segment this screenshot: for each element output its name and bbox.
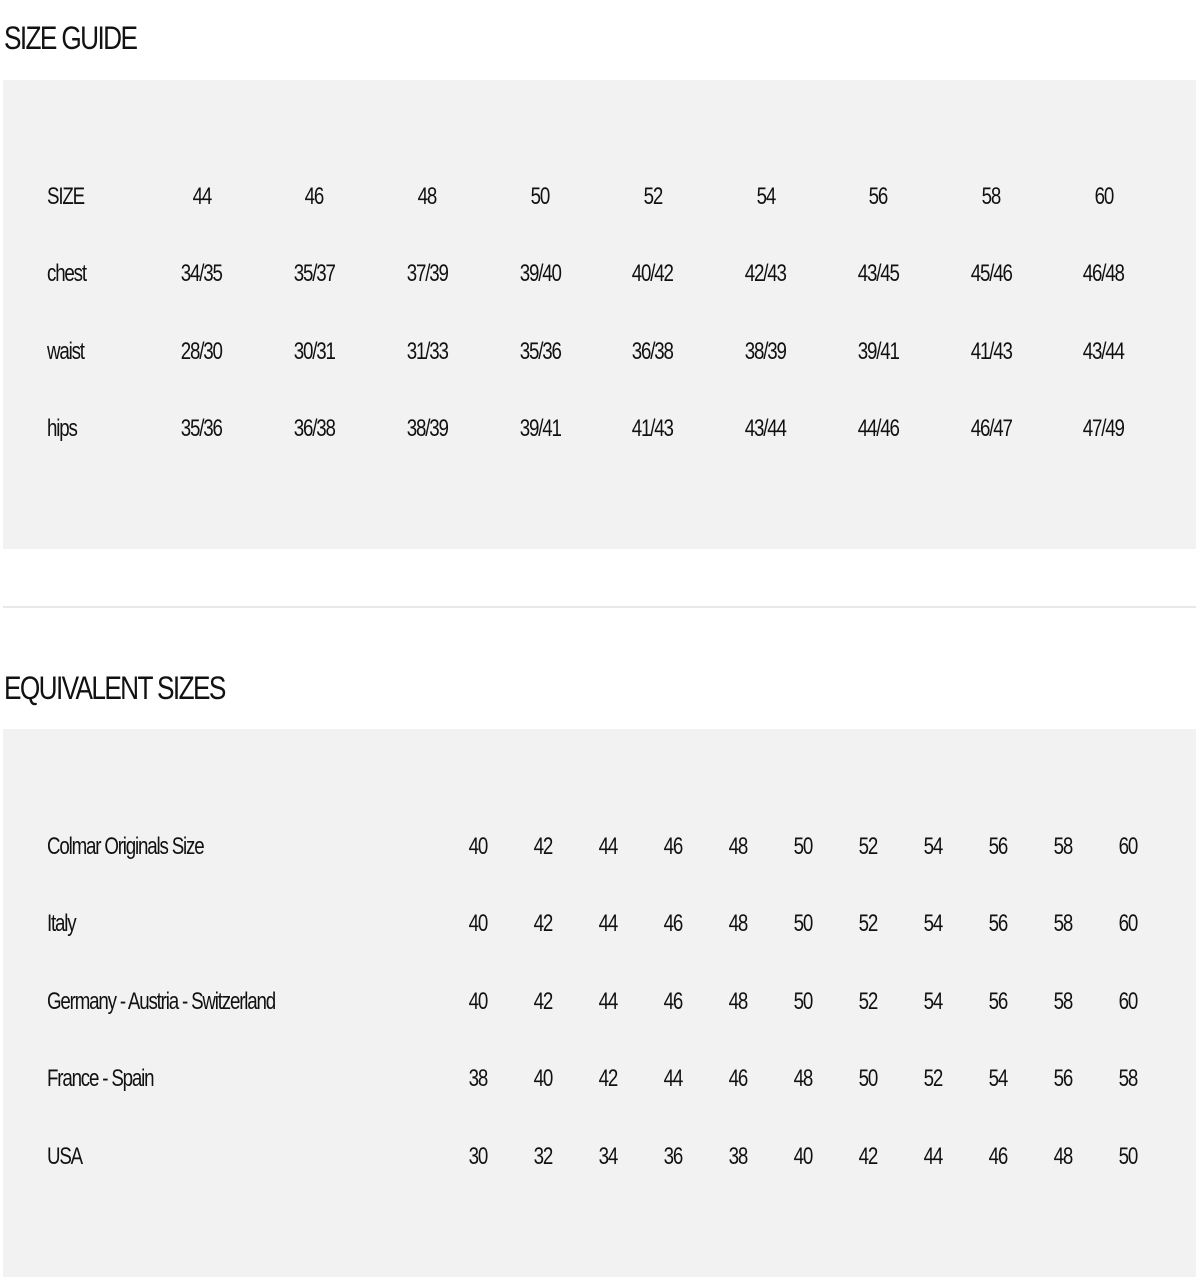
value-text: 54 (923, 832, 942, 860)
value-text: 50 (793, 987, 812, 1015)
value-cell (709, 236, 822, 314)
value-text: 46/47 (970, 415, 1012, 443)
value-text: 52 (923, 1065, 942, 1093)
value-cell (1030, 963, 1095, 1041)
equivalent-row (47, 886, 1160, 964)
value-text: 50 (530, 182, 550, 210)
value-cell (822, 391, 935, 469)
value-text: 30 (468, 1142, 487, 1170)
value-cell (770, 963, 835, 1041)
value-cell (835, 886, 900, 964)
value-cell (709, 391, 822, 469)
value-text: 40 (468, 987, 487, 1015)
value-cell (640, 886, 705, 964)
value-cell (835, 808, 900, 886)
value-text: 46 (663, 987, 682, 1015)
value-cell (935, 158, 1048, 236)
value-cell (835, 1118, 900, 1196)
value-cell (935, 391, 1048, 469)
value-cell (258, 391, 371, 469)
value-cell (510, 1118, 575, 1196)
value-text: 48 (1053, 1142, 1072, 1170)
value-cell (258, 158, 371, 236)
value-text: 42/43 (744, 260, 786, 288)
value-text: 46/48 (1083, 260, 1125, 288)
value-cell (483, 391, 596, 469)
equivalent-row (47, 1118, 1160, 1196)
value-text: 58 (1053, 910, 1072, 938)
value-text: 46 (663, 910, 682, 938)
value-text: 54 (923, 987, 942, 1015)
row-label: waist (47, 337, 84, 365)
row-label-cell (47, 313, 145, 391)
value-cell (258, 236, 371, 314)
value-cell (575, 963, 640, 1041)
value-text: 35/37 (293, 260, 335, 288)
row-label-cell (47, 1118, 445, 1196)
value-text: 56 (988, 987, 1007, 1015)
value-text: 36/38 (293, 415, 335, 443)
value-text: 42 (533, 987, 552, 1015)
value-cell (371, 313, 484, 391)
value-text: 41/43 (970, 337, 1012, 365)
equivalent-sizes-title: EQUIVALENT SIZES (4, 670, 225, 706)
value-cell (445, 1041, 510, 1119)
value-cell (145, 236, 258, 314)
value-cell (445, 808, 510, 886)
value-text: 39/40 (519, 260, 561, 288)
value-text: 38 (728, 1142, 747, 1170)
value-cell (835, 963, 900, 1041)
value-cell (900, 1041, 965, 1119)
value-text: 34 (598, 1142, 617, 1170)
value-text: 42 (858, 1142, 877, 1170)
value-text: 44 (598, 910, 617, 938)
value-cell (965, 1041, 1030, 1119)
value-cell (575, 886, 640, 964)
value-cell (965, 808, 1030, 886)
value-cell (822, 313, 935, 391)
value-cell (705, 886, 770, 964)
value-cell (1030, 1118, 1095, 1196)
value-cell (510, 808, 575, 886)
value-text: 50 (1118, 1142, 1137, 1170)
value-text: 37/39 (406, 260, 448, 288)
size-header-row (47, 158, 1160, 236)
value-text: 30/31 (293, 337, 335, 365)
value-cell (1030, 808, 1095, 886)
value-text: 43/44 (1083, 337, 1125, 365)
value-cell (640, 963, 705, 1041)
value-text: 54 (756, 182, 775, 210)
size-row-waist (47, 313, 1160, 391)
value-text: 44 (598, 832, 617, 860)
equivalent-row (47, 963, 1160, 1041)
section-divider (3, 606, 1196, 608)
value-text: 40 (468, 832, 487, 860)
value-cell (822, 236, 935, 314)
value-cell (596, 236, 709, 314)
row-label: USA (47, 1142, 82, 1170)
size-row-chest (47, 236, 1160, 314)
value-text: 56 (988, 910, 1007, 938)
value-text: 46 (304, 182, 324, 210)
value-cell (258, 313, 371, 391)
value-text: 60 (1118, 910, 1137, 938)
value-text: 54 (923, 910, 942, 938)
value-cell (596, 158, 709, 236)
row-label: hips (47, 415, 77, 443)
value-cell (483, 313, 596, 391)
value-cell (483, 158, 596, 236)
value-cell (640, 1041, 705, 1119)
size-guide-table (47, 158, 1160, 468)
value-cell (900, 808, 965, 886)
value-text: 45/46 (970, 260, 1012, 288)
value-text: 43/45 (857, 260, 899, 288)
value-cell (510, 1041, 575, 1119)
equivalent-row (47, 808, 1160, 886)
value-text: 44 (192, 182, 211, 210)
row-label: Italy (47, 910, 76, 938)
value-cell (145, 158, 258, 236)
value-cell (640, 1118, 705, 1196)
row-label: France - Spain (47, 1065, 154, 1093)
value-text: 50 (793, 832, 812, 860)
value-text: 60 (1118, 832, 1137, 860)
value-text: 52 (858, 987, 877, 1015)
value-cell (709, 313, 822, 391)
value-text: 52 (858, 832, 877, 860)
value-cell (705, 1118, 770, 1196)
value-text: 44 (663, 1065, 682, 1093)
value-text: 56 (988, 832, 1007, 860)
row-label: chest (47, 260, 86, 288)
value-text: 40 (468, 910, 487, 938)
size-guide-table-body (47, 158, 1160, 468)
size-row-hips (47, 391, 1160, 469)
value-cell (965, 886, 1030, 964)
value-cell (371, 158, 484, 236)
value-cell (483, 236, 596, 314)
row-label-cell (47, 963, 445, 1041)
value-cell (510, 886, 575, 964)
value-cell (371, 391, 484, 469)
value-text: 40 (793, 1142, 812, 1170)
row-label-cell (47, 158, 145, 236)
value-cell (1095, 1118, 1160, 1196)
value-cell (445, 1118, 510, 1196)
value-cell (770, 808, 835, 886)
value-text: 58 (1118, 1065, 1137, 1093)
value-text: 58 (1053, 987, 1072, 1015)
value-text: 35/36 (519, 337, 561, 365)
value-text: 44 (598, 987, 617, 1015)
value-cell (1095, 963, 1160, 1041)
value-text: 36 (663, 1142, 682, 1170)
value-text: 48 (728, 910, 747, 938)
value-cell (510, 963, 575, 1041)
value-cell (709, 158, 822, 236)
value-cell (965, 1118, 1030, 1196)
value-text: 52 (858, 910, 877, 938)
value-cell (935, 313, 1048, 391)
value-text: 60 (1118, 987, 1137, 1015)
value-text: 35/36 (180, 415, 222, 443)
value-cell (935, 236, 1048, 314)
value-text: 38/39 (406, 415, 448, 443)
value-cell (965, 963, 1030, 1041)
value-text: 46 (988, 1142, 1007, 1170)
value-cell (1047, 158, 1160, 236)
value-text: 52 (643, 182, 662, 210)
value-cell (1095, 886, 1160, 964)
value-cell (770, 1118, 835, 1196)
value-cell (1047, 391, 1160, 469)
value-text: 56 (1053, 1065, 1072, 1093)
value-text: 44 (923, 1142, 942, 1170)
value-cell (575, 1118, 640, 1196)
value-text: 48 (793, 1065, 812, 1093)
value-text: 42 (533, 910, 552, 938)
value-text: 31/33 (406, 337, 448, 365)
value-cell (705, 963, 770, 1041)
value-cell (575, 808, 640, 886)
row-label-cell (47, 391, 145, 469)
value-text: 32 (533, 1142, 552, 1170)
value-text: 56 (868, 182, 888, 210)
value-text: 42 (598, 1065, 617, 1093)
value-text: 28/30 (180, 337, 222, 365)
value-cell (1095, 808, 1160, 886)
row-label: SIZE (47, 182, 84, 210)
value-text: 34/35 (180, 260, 222, 288)
row-label: Germany - Austria - Switzerland (47, 987, 275, 1015)
row-label-cell (47, 236, 145, 314)
value-cell (1030, 886, 1095, 964)
value-text: 58 (981, 182, 1001, 210)
value-cell (596, 391, 709, 469)
value-cell (835, 1041, 900, 1119)
value-cell (1030, 1041, 1095, 1119)
value-cell (770, 1041, 835, 1119)
value-text: 41/43 (632, 415, 674, 443)
row-label-cell (47, 886, 445, 964)
value-text: 42 (533, 832, 552, 860)
value-cell (1047, 236, 1160, 314)
value-text: 58 (1053, 832, 1072, 860)
value-text: 46 (663, 832, 682, 860)
value-text: 40/42 (632, 260, 674, 288)
value-cell (575, 1041, 640, 1119)
value-text: 38/39 (744, 337, 786, 365)
value-cell (145, 391, 258, 469)
value-cell (1047, 313, 1160, 391)
value-text: 39/41 (519, 415, 561, 443)
value-text: 43/44 (744, 415, 786, 443)
value-cell (145, 313, 258, 391)
value-cell (705, 808, 770, 886)
row-label-cell (47, 808, 445, 886)
value-text: 48 (417, 182, 437, 210)
size-guide-title: SIZE GUIDE (4, 20, 137, 56)
value-text: 47/49 (1083, 415, 1125, 443)
value-text: 54 (988, 1065, 1007, 1093)
value-cell (445, 963, 510, 1041)
value-text: 60 (1094, 182, 1114, 210)
value-text: 46 (728, 1065, 747, 1093)
value-text: 40 (533, 1065, 552, 1093)
value-text: 36/38 (632, 337, 674, 365)
value-text: 48 (728, 987, 747, 1015)
value-text: 48 (728, 832, 747, 860)
value-cell (596, 313, 709, 391)
value-cell (822, 158, 935, 236)
value-text: 44/46 (857, 415, 899, 443)
value-text: 50 (858, 1065, 877, 1093)
value-cell (640, 808, 705, 886)
value-cell (705, 1041, 770, 1119)
value-cell (900, 1118, 965, 1196)
equivalent-row (47, 1041, 1160, 1119)
value-cell (770, 886, 835, 964)
value-cell (371, 236, 484, 314)
equivalent-sizes-table-body (47, 808, 1160, 1196)
value-text: 38 (468, 1065, 487, 1093)
value-text: 50 (793, 910, 812, 938)
value-cell (900, 886, 965, 964)
row-label-cell (47, 1041, 445, 1119)
value-cell (445, 886, 510, 964)
equivalent-sizes-table (47, 808, 1160, 1196)
value-cell (900, 963, 965, 1041)
value-cell (1095, 1041, 1160, 1119)
value-text: 39/41 (857, 337, 899, 365)
row-label: Colmar Originals Size (47, 832, 204, 860)
